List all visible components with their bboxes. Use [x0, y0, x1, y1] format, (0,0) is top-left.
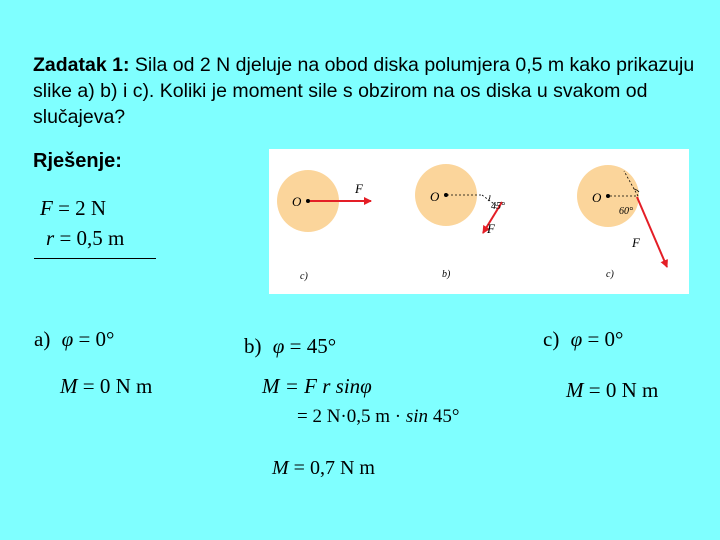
case-b-formula-symbol: M: [262, 374, 280, 398]
case-a-label: a): [34, 327, 51, 351]
case-b-subst: = 2 N·0,5 m ·: [297, 406, 406, 427]
diagram-c: [577, 165, 667, 280]
case-a-M-value: = 0 N m: [77, 374, 153, 398]
case-a-moment: [60, 374, 152, 399]
case-c-angle: [543, 327, 623, 352]
case-b-sin: sin: [405, 406, 429, 427]
force-label-b: F: [487, 221, 495, 236]
case-b-result-symbol: M: [272, 457, 289, 479]
disk-diagrams: [269, 149, 689, 294]
case-b-angle-value: = 45°: [284, 334, 337, 358]
case-c-phi: φ: [570, 327, 583, 351]
case-a-phi: φ: [61, 327, 74, 351]
task-text: Sila od 2 N djeluje na obod diska polumjera 0,5 m kako prikazuju slike a) b) i c). Koliki je moment sile s obzirom na os diska u svakom od slučajeva?: [33, 54, 695, 128]
force-arrow-c: [637, 197, 667, 267]
case-b-formula: [262, 374, 372, 399]
case-c-angle-value: = 0°: [582, 327, 624, 351]
disk-figure: [269, 149, 689, 294]
force-value: = 2 N: [52, 196, 107, 220]
origin-label-b: O: [430, 189, 440, 204]
given-radius: [46, 226, 124, 251]
force-label-a: F: [355, 181, 363, 196]
axis-dot-c: [606, 194, 610, 198]
case-b-result: [272, 457, 375, 480]
caption-a: c): [300, 271, 308, 282]
case-b-substitution: [297, 406, 459, 428]
case-b-phi: φ: [272, 334, 285, 358]
origin-label-c: O: [592, 190, 602, 205]
force-symbol: F: [40, 196, 53, 220]
case-a-angle: [34, 327, 114, 352]
case-a-M-symbol: M: [60, 374, 78, 398]
case-b-formula-rest: = F r sinφ: [279, 374, 372, 398]
radius-value: = 0,5 m: [54, 226, 125, 250]
force-label-c: F: [632, 235, 640, 250]
angle-arc-b: [488, 195, 490, 201]
origin-label-a: O: [292, 194, 302, 209]
solution-heading: Rješenje:: [33, 150, 122, 172]
case-b-label: b): [244, 334, 262, 358]
case-c-M-value: = 0 N m: [583, 378, 659, 402]
angle-label-c: 60°: [619, 206, 633, 217]
caption-c: c): [606, 269, 614, 280]
radius-symbol: r: [46, 226, 55, 250]
caption-b: b): [442, 269, 451, 280]
diagram-a: [277, 170, 371, 282]
case-c-moment: [566, 378, 658, 403]
case-c-label: c): [543, 327, 560, 351]
case-b-subst-end: 45°: [428, 406, 460, 427]
task-statement: [33, 52, 703, 130]
angle-label-b: 45°: [491, 201, 505, 212]
case-a-angle-value: = 0°: [73, 327, 115, 351]
diagram-b: [415, 164, 505, 280]
given-force: [40, 196, 106, 221]
given-divider: [34, 258, 156, 259]
task-label: Zadatak 1:: [33, 54, 130, 76]
axis-dot-a: [306, 199, 310, 203]
case-c-M-symbol: M: [566, 378, 584, 402]
case-b-result-value: = 0,7 N m: [288, 457, 375, 479]
case-b-angle: [244, 334, 336, 359]
